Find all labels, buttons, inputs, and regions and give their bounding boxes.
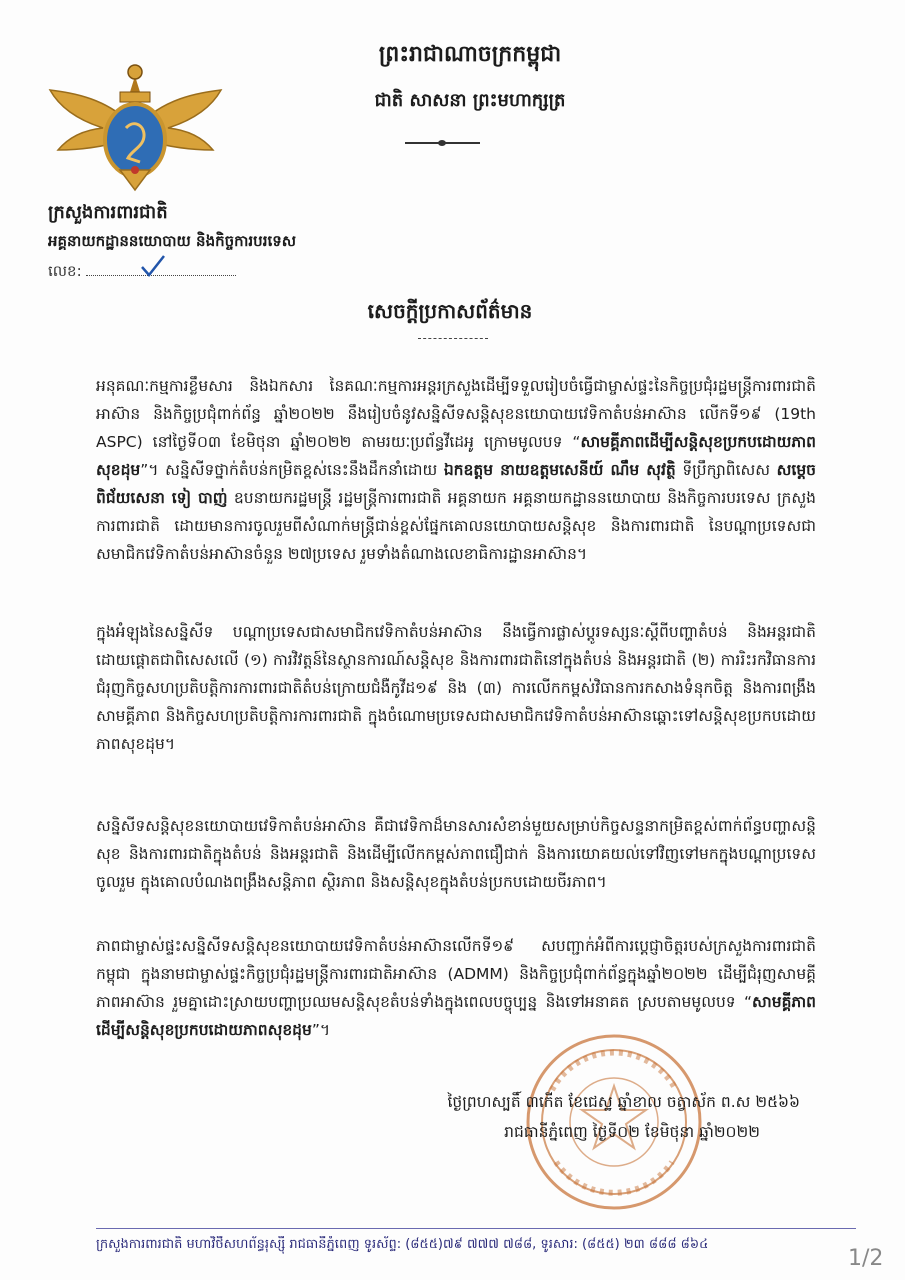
reference-label: លេខ: [48, 262, 82, 280]
footer-contact: ក្រសួងការពារជាតិ មហាវិថីសហព័ន្ធរុស្ស៊ី រាជធានីភ្នំពេញ ទូរស័ព្ទ: (៨៥៥)៧៩ ៧៧៧ ៧៨៨, ទូរសារ: (៨៥៥) ២៣ ៨៨៨ ៨៦៤ [96, 1237, 709, 1252]
kingdom-heading: ព្រះរាជាណាចក្រកម្ពុជា [378, 42, 562, 67]
theme-text: សាមគ្គីភាពដើម្បីសន្តិសុខប្រកបដោយភាពសុខដុម [96, 433, 816, 479]
title-underline [418, 338, 488, 339]
lunar-date: ថ្ងៃព្រហស្បតិ៍ ៣កើត ខែជេស្ឋ ឆ្នាំខាល ចត្វាស័ក ព.ស ២៥៦៦ [447, 1093, 800, 1111]
paragraph-3: សន្និសីទសន្តិសុខនយោបាយវេទិកាតំបន់អាស៊ាន គឺជាវេទិកាដ៏មានសារសំខាន់មួយសម្រាប់កិច្ចសន្ទនាកម្រិតខ្ពស់ពាក់ព័ន្ធបញ្ហាសន្តិសុខ និងការពារជាតិក្នុងតំបន់ និងអន្តរជាតិ និងដើម្បីលើកកម្ពស់ភាពជឿជាក់ និងការយោគយល់ទៅវិញទៅមកក្នុងបណ្តាប្រទេសចូលរួម ក្នុងគោលបំណងពង្រឹងសន្តិភាព ស្ថិរភាព និងសន្តិសុខក្នុងតំបន់ប្រកបដោយចីរភាព។ [96, 817, 816, 891]
footer-divider [96, 1228, 856, 1229]
page-indicator: 1/2 [848, 1246, 884, 1271]
paragraph-2: ក្នុងអំឡុងនៃសន្និសីទ បណ្តាប្រទេសជាសមាជិកវេទិកាតំបន់អាស៊ាន នឹងធ្វើការផ្លាស់ប្តូរទស្សនៈស្តីពីបញ្ហាតំបន់ និងអន្តរជាតិ ដោយផ្តោតជាពិសេសលើ (១) ការវិវត្តន៍នៃស្ថានការណ៍សន្តិសុខ និងការពារជាតិនៅក្នុងតំបន់ និងអន្តរជាតិ (២) ការរិះរកវិធានការជំរុញកិច្ចសហប្រតិបត្តិការការពារជាតិតំបន់ក្រោយជំងឺកូវីដ១៩ និង (៣) ការលើកកម្ពស់វិធានការកសាងទំនុកចិត្ត និងការពង្រឹងសាមគ្គីភាព និងកិច្ចសហប្រតិបត្តិការការពារជាតិ ក្នុងចំណោមប្រទេសជាសមាជិកវេទិកាតំបន់អាស៊ានឆ្ពោះទៅសន្តិសុខប្រកបដោយភាពសុខដុម។ [96, 623, 816, 753]
checkmark-icon [140, 254, 166, 278]
solar-date: រាជធានីភ្នំពេញ ថ្ងៃទី០២ ខែមិថុនា ឆ្នាំ២០២២ [504, 1123, 760, 1141]
theme-text: សាមគ្គីភាពដើម្បីសន្តិសុខប្រកបដោយភាពសុខដុម [96, 993, 816, 1039]
paragraph-1: អនុគណៈកម្មការខ្លឹមសារ និងឯកសារ នៃគណៈកម្មការអន្តរក្រសួងដើម្បីទទួលរៀបចំធ្វើជាម្ចាស់ផ្ទះនៃកិច្ចប្រជុំរដ្ឋមន្ត្រីការពារជាតិអាស៊ាន និងកិច្ចប្រជុំពាក់ព័ន្ធ ឆ្នាំ២០២២ នឹងរៀបចំនូវសន្និសីទសន្តិសុខនយោបាយវេទិកាតំបន់អាស៊ាន លើកទី១៩ (19th ASPC) នៅថ្ងៃទី០៣ ខែមិថុនា ឆ្នាំ២០២២ តាមរយៈប្រព័ន្ធវីដេអូ ក្រោមមូលបទ “សាមគ្គីភាពដើម្បីសន្តិសុខប្រកបដោយភាពសុខដុម”។ សន្និសីទថ្នាក់តំបន់កម្រិតខ្ពស់នេះនឹងដឹកនាំដោយ ឯកឧត្តម នាយឧត្តមសេនីយ៍ ណឹម សុវត្ថិ ទីប្រឹក្សាពិសេស សម្តេចពិជ័យសេនា ទៀ បាញ់ ឧបនាយករដ្ឋមន្ត្រី រដ្ឋមន្ត្រីការពារជាតិ អគ្គនាយក អគ្គនាយកដ្ឋាននយោបាយ និងកិច្ចការបរទេស ក្រសួងការពារជាតិ ដោយមានការចូលរួមពីសំណាក់មន្ត្រីជាន់ខ្ពស់ផ្នែកគោលនយោបាយសន្តិសុខ និងការពារជាតិ នៃបណ្តាប្រទេសជាសមាជិកវេទិកាតំបន់អាស៊ានចំនួន ២៧ប្រទេស រួមទាំងតំណាងលេខាធិការដ្ឋានអាស៊ាន។ [96, 377, 816, 563]
document-title: សេចក្តីប្រកាសព័ត៌មាន [367, 299, 533, 323]
national-motto: ជាតិ សាសនា ព្រះមហាក្សត្រ [374, 90, 566, 111]
minister-name: សម្តេចពិជ័យសេនា ទៀ បាញ់ [96, 461, 816, 507]
department-name: អគ្គនាយកដ្ឋាននយោបាយ និងកិច្ចការបរទេស [48, 232, 297, 250]
header-ornament [405, 140, 480, 146]
paragraph-4: ភាពជាម្ចាស់ផ្ទះសន្និសីទសន្តិសុខនយោបាយវេទិកាតំបន់អាស៊ានលើកទី១៩ សបញ្ជាក់អំពីការប្តេជ្ញាចិត្តរបស់ក្រសួងការពារជាតិកម្ពុជា ក្នុងនាមជាម្ចាស់ផ្ទះកិច្ចប្រជុំរដ្ឋមន្ត្រីការពារជាតិអាស៊ាន (ADMM) និងកិច្ចប្រជុំពាក់ព័ន្ធក្នុងឆ្នាំ២០២២ ដើម្បីជំរុញសាមគ្គីភាពអាស៊ាន រួមគ្នាដោះស្រាយបញ្ហាប្រឈមសន្តិសុខតំបន់ទាំងក្នុងពេលបច្ចុប្បន្ន និងទៅអនាគត ស្របតាមមូលបទ “សាមគ្គីភាពដើម្បីសន្តិសុខប្រកបដោយភាពសុខដុម”។ [96, 937, 816, 1039]
chair-name: ឯកឧត្តម នាយឧត្តមសេនីយ៍ ណឹម សុវត្ថិ [443, 461, 676, 479]
ministry-name: ក្រសួងការពារជាតិ [48, 202, 168, 223]
ministry-emblem-icon [48, 58, 223, 198]
